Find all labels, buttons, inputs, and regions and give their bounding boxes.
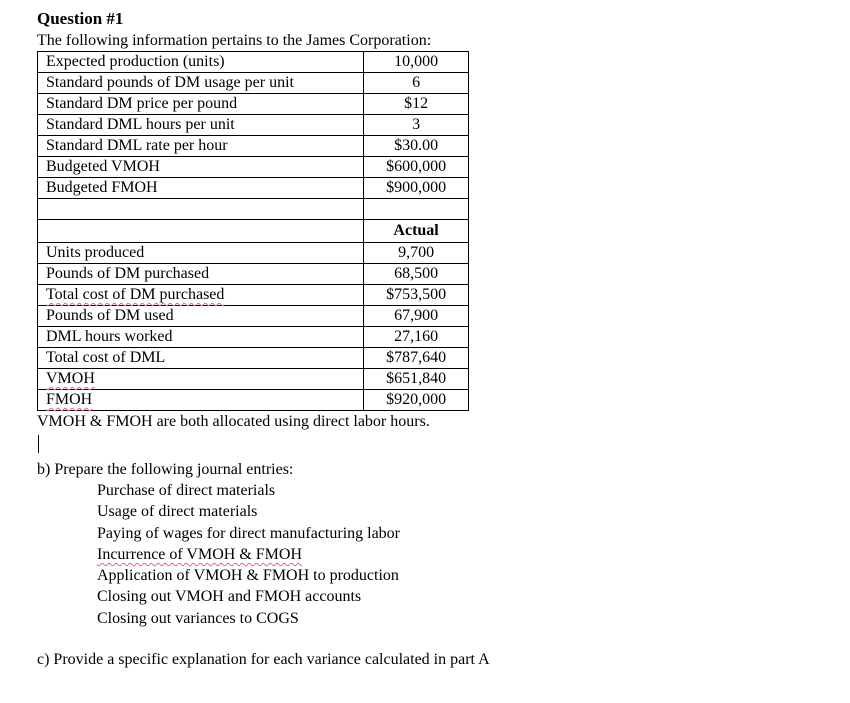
- part-c: c) Provide a specific explanation for each variance calculated in part A: [37, 651, 490, 669]
- row-label: [38, 369, 364, 390]
- row-value: 9,700: [364, 243, 469, 264]
- spellcheck-label: VMOH: [46, 370, 95, 387]
- row-label: Standard DM price per pound: [38, 94, 364, 115]
- blank-row: [38, 199, 469, 220]
- list-item: Usage of direct materials: [97, 503, 258, 521]
- actual-header: Actual: [364, 220, 469, 243]
- row-value: 67,900: [364, 306, 469, 327]
- row-label: Units produced: [38, 243, 364, 264]
- table-row: [38, 285, 469, 306]
- table-row: [38, 157, 469, 178]
- row-label: Budgeted VMOH: [38, 157, 364, 178]
- row-value: $753,500: [364, 285, 469, 306]
- row-value: $30.00: [364, 136, 469, 157]
- table-row: [38, 327, 469, 348]
- row-label: Pounds of DM purchased: [38, 264, 364, 285]
- journal-entry-list: [37, 480, 827, 629]
- row-label: Standard DML hours per unit: [38, 115, 364, 136]
- table-row: [38, 348, 469, 369]
- allocation-note: VMOH & FMOH are both allocated using direct labor hours.: [37, 413, 430, 430]
- list-item: Paying of wages for direct manufacturing labor: [97, 524, 401, 542]
- row-value: 27,160: [364, 327, 469, 348]
- row-value: $651,840: [364, 369, 469, 390]
- row-value: $920,000: [364, 390, 469, 411]
- row-label: [38, 285, 364, 306]
- row-value: 6: [364, 73, 469, 94]
- table-row: [38, 115, 469, 136]
- text-cursor: [38, 435, 39, 453]
- list-item: Closing out VMOH and FMOH accounts: [97, 588, 362, 606]
- spellcheck-label: FMOH: [46, 391, 93, 408]
- table-row: [38, 94, 469, 115]
- table-row: [38, 243, 469, 264]
- blank-cell: [364, 199, 469, 220]
- actual-header-row: [38, 220, 469, 243]
- row-value: $787,640: [364, 348, 469, 369]
- document: [37, 8, 827, 670]
- table-row: [38, 369, 469, 390]
- row-label: DML hours worked: [38, 327, 364, 348]
- spellcheck-label: Total cost of DM purchased: [46, 286, 225, 303]
- blank-cell: [38, 199, 364, 220]
- list-item: [97, 544, 827, 565]
- row-label: Budgeted FMOH: [38, 178, 364, 199]
- blank-cell: [38, 220, 364, 243]
- list-item: Purchase of direct materials: [97, 482, 276, 499]
- part-b-heading: b) Prepare the following journal entries:: [37, 461, 294, 478]
- table-row: [38, 136, 469, 157]
- table-row: [38, 73, 469, 94]
- table-row: [38, 306, 469, 327]
- question-intro: The following information pertains to the James Corporation:: [37, 32, 432, 49]
- question-title: Question #1: [37, 9, 124, 28]
- row-label: Pounds of DM used: [38, 306, 364, 327]
- row-value: 3: [364, 115, 469, 136]
- table-row: [38, 390, 469, 411]
- row-label: [38, 390, 364, 411]
- table-row: [38, 264, 469, 285]
- row-value: 68,500: [364, 264, 469, 285]
- row-value: $600,000: [364, 157, 469, 178]
- row-label: Expected production (units): [38, 52, 364, 73]
- list-item: Closing out variances to COGS: [97, 609, 299, 627]
- spellcheck-entry: Incurrence of VMOH & FMOH: [97, 545, 302, 563]
- row-value: 10,000: [364, 52, 469, 73]
- row-label: Standard pounds of DM usage per unit: [38, 73, 364, 94]
- row-label: Total cost of DML: [38, 348, 364, 369]
- part-b: [37, 459, 827, 629]
- row-label: Standard DML rate per hour: [38, 136, 364, 157]
- data-table: [37, 51, 469, 411]
- list-item: Application of VMOH & FMOH to production: [97, 567, 399, 585]
- row-value: $12: [364, 94, 469, 115]
- row-value: $900,000: [364, 178, 469, 199]
- table-row: [38, 178, 469, 199]
- table-row: [38, 52, 469, 73]
